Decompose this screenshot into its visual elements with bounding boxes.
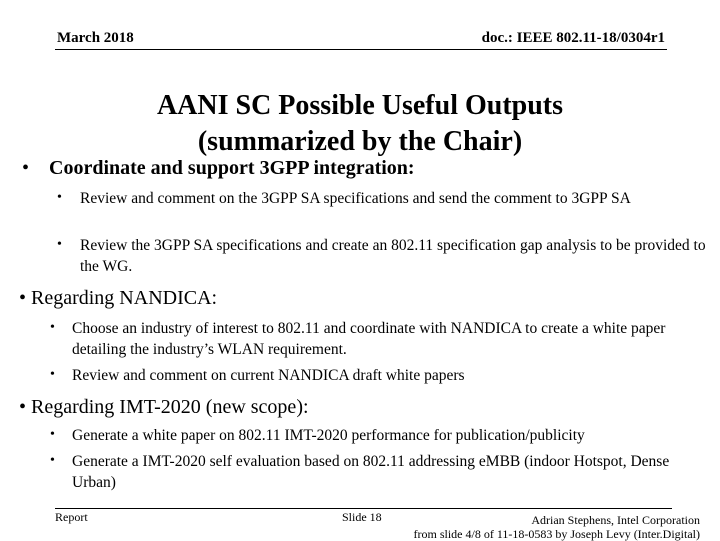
section-1-item-2: Review the 3GPP SA specifications and create an 802.11 specification gap analysis to be provided to the WG. bbox=[80, 237, 706, 275]
section-2-item-1: Choose an industry of interest to 802.11 and coordinate with NANDICA to create a white paper detailing the industry’s WLAN requirement. bbox=[72, 320, 666, 358]
section-1-item-2-bullet: • bbox=[57, 237, 62, 252]
section-2-item-2: Review and comment on current NANDICA draft white papers bbox=[72, 367, 465, 384]
section-3-heading: Regarding IMT-2020 (new scope): bbox=[31, 396, 309, 418]
section-1-heading: Coordinate and support 3GPP integration: bbox=[49, 157, 415, 179]
header-doc-id: doc.: IEEE 802.11-18/0304r1 bbox=[481, 30, 665, 46]
header-rule bbox=[55, 49, 667, 50]
footer-rule bbox=[55, 508, 672, 509]
footer-slide-number: Slide 18 bbox=[342, 510, 382, 524]
section-3-item-1-bullet: • bbox=[50, 427, 55, 442]
section-2-item-1-bullet: • bbox=[50, 320, 55, 335]
footer-author-line-1: Adrian Stephens, Intel Corporation bbox=[531, 513, 700, 527]
section-3-item-2-bullet: • bbox=[50, 453, 55, 468]
section-2-heading: Regarding NANDICA: bbox=[31, 287, 218, 309]
slide-title bbox=[60, 88, 660, 160]
section-2-bullet: • bbox=[19, 287, 27, 309]
slide-title-line-2: (summarized by the Chair) bbox=[197, 126, 523, 157]
header-date: March 2018 bbox=[57, 30, 134, 46]
section-3-bullet: • bbox=[19, 396, 27, 418]
section-1-bullet: • bbox=[22, 157, 30, 179]
footer-author-line-2: from slide 4/8 of 11-18-0583 by Joseph Levy (Inter.Digital) bbox=[413, 527, 700, 541]
section-3-item-2: Generate a IMT-2020 self evaluation based on 802.11 addressing eMBB (indoor Hotspot, Dense Urban) bbox=[72, 453, 670, 491]
footer-report: Report bbox=[55, 510, 88, 524]
footer-author bbox=[414, 513, 701, 541]
slide-title-line-1: AANI SC Possible Useful Outputs bbox=[156, 90, 564, 121]
section-2-item-2-bullet: • bbox=[50, 367, 55, 382]
section-1-item-1-bullet: • bbox=[57, 190, 62, 205]
section-1-item-1: Review and comment on the 3GPP SA specifications and send the comment to 3GPP SA bbox=[80, 190, 631, 207]
section-3-item-1: Generate a white paper on 802.11 IMT-2020 performance for publication/publicity bbox=[72, 427, 585, 444]
